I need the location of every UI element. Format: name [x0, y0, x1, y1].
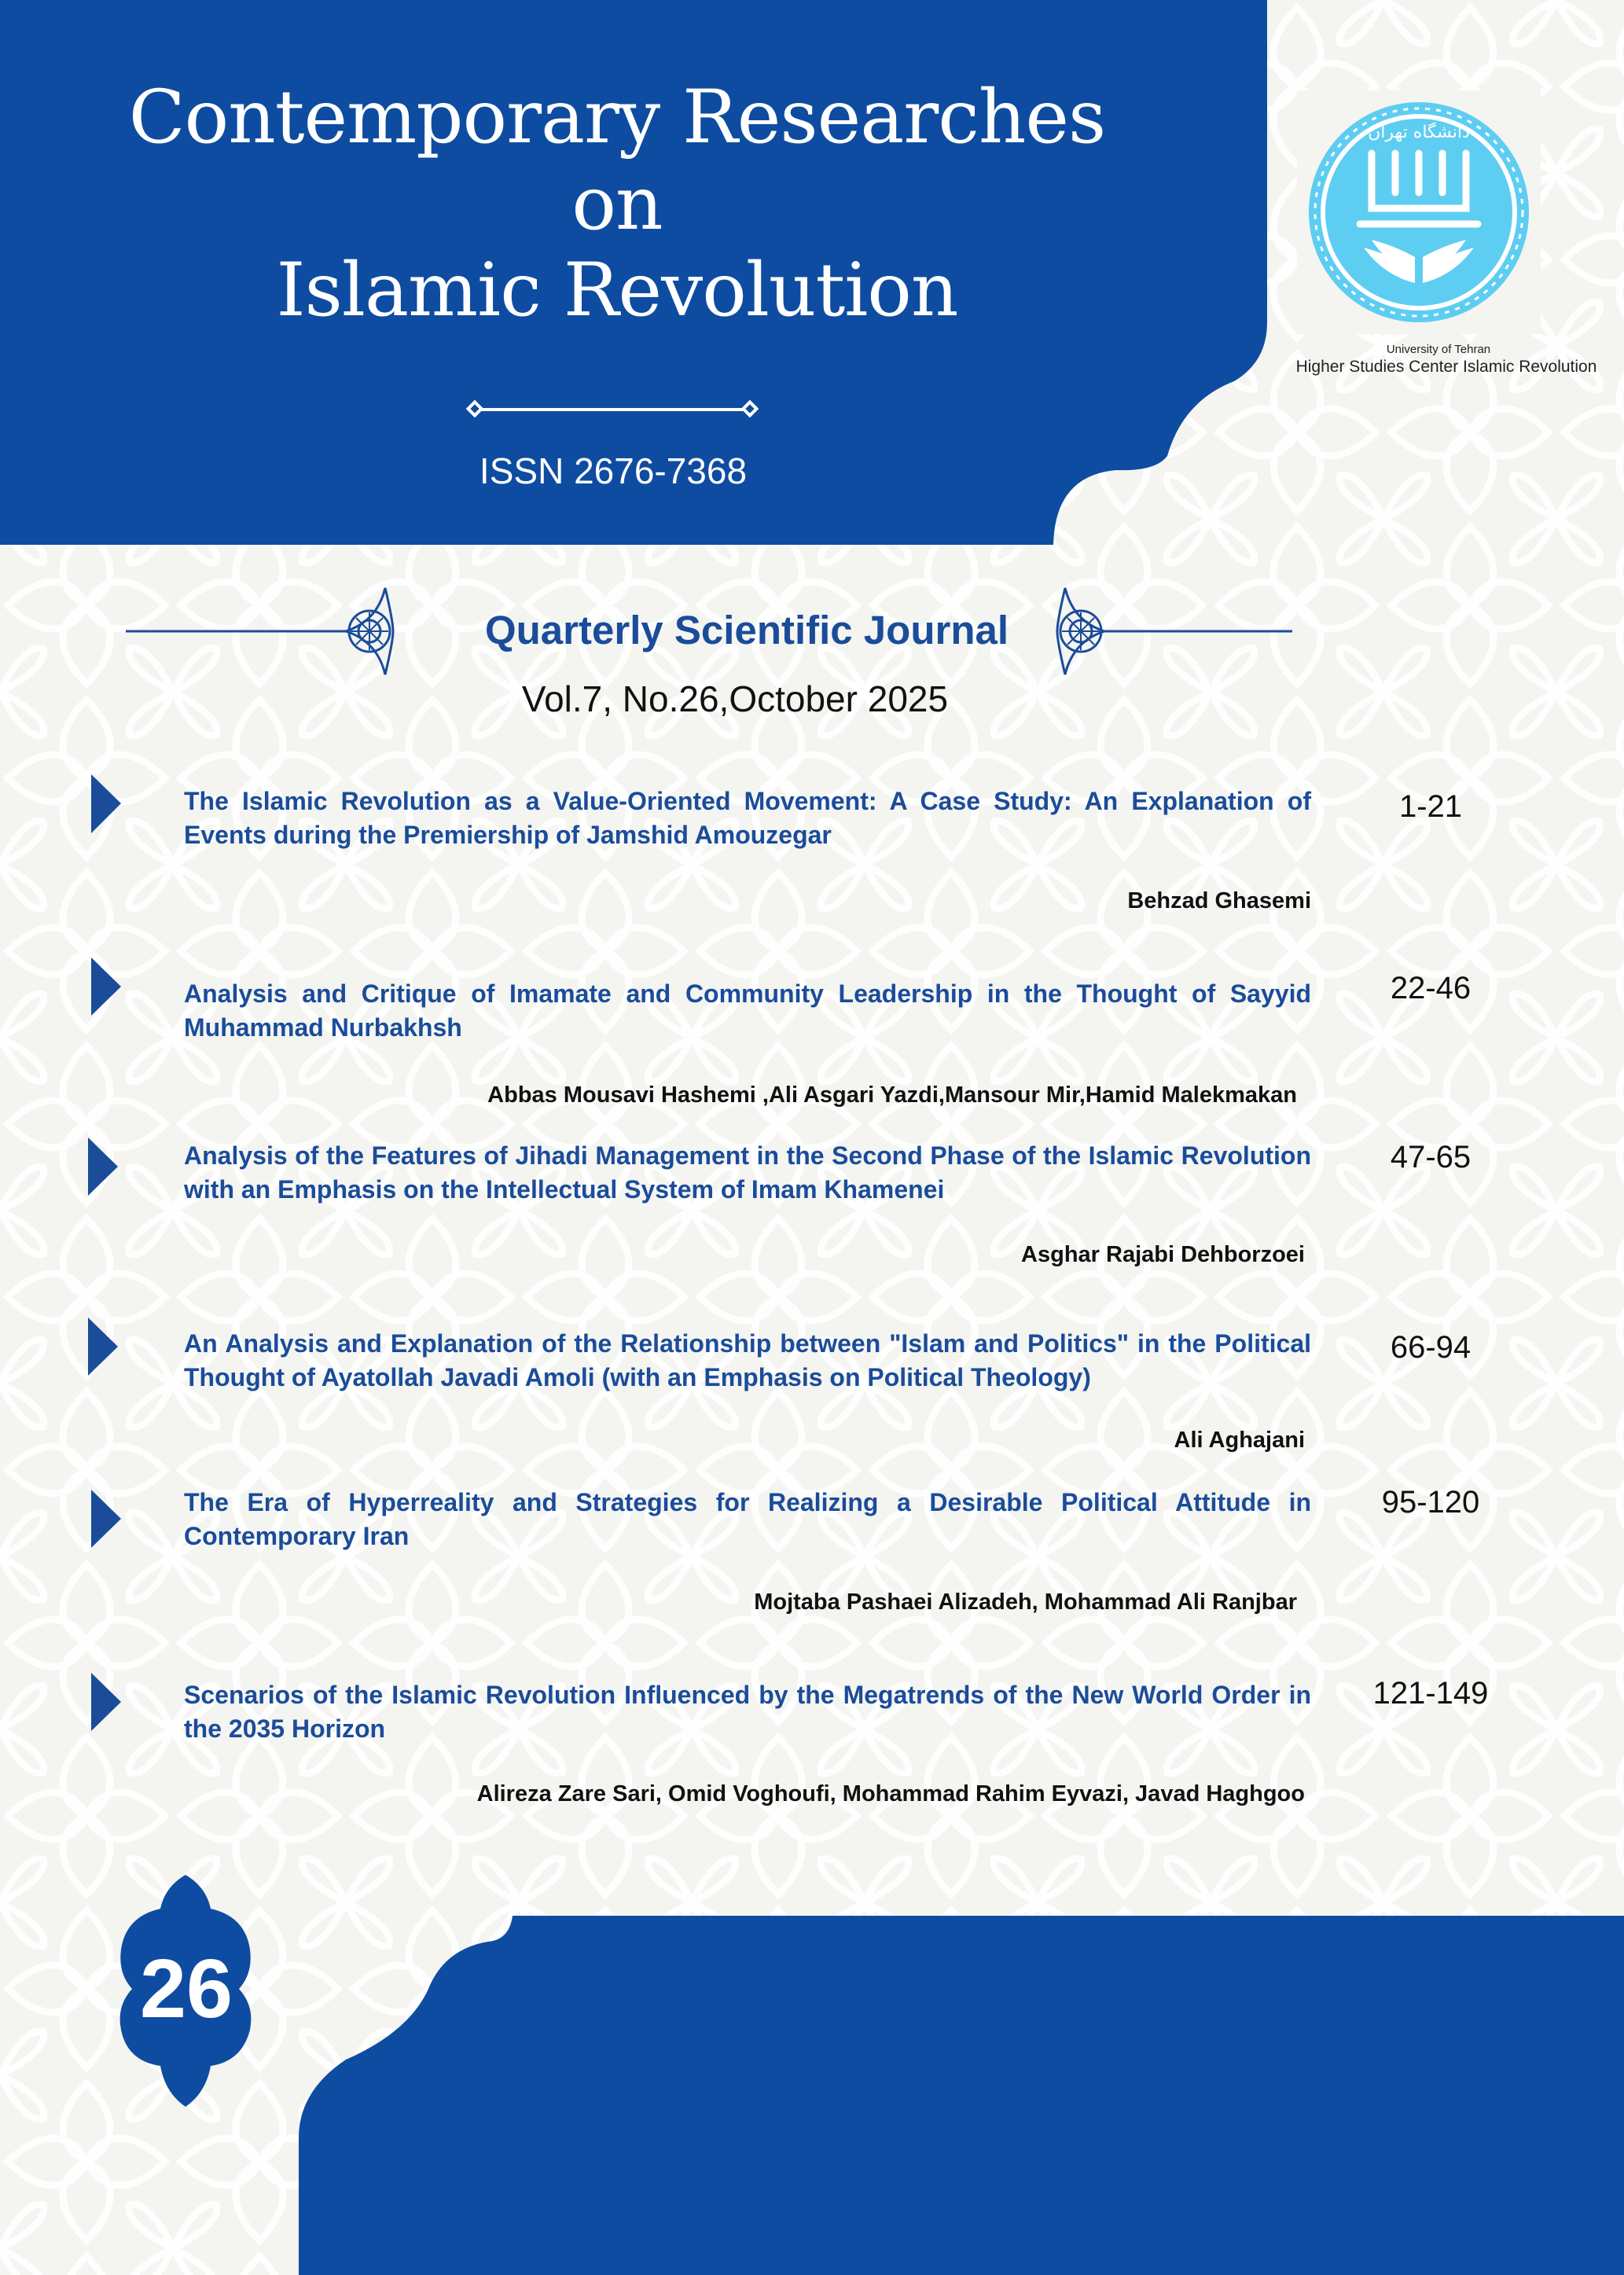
- journal-type: Quarterly Scientific Journal: [484, 608, 1009, 652]
- article-bullet-1: [91, 774, 121, 833]
- article-title: Analysis of the Features of Jihadi Management in the Second Phase of the Islamic Revolution with an Emphasis on the Intellectual System of Imam Khamenei: [184, 1141, 1311, 1204]
- article-bullets: [88, 774, 121, 1731]
- university-name: University of Tehran: [1386, 343, 1491, 356]
- article-pages: 121-149: [1372, 1676, 1489, 1711]
- article-bullet-5: [91, 1490, 121, 1548]
- journal-title-line-1: Contemporary Researches: [128, 75, 1106, 160]
- journal-type-ornament-left: [126, 588, 393, 674]
- article-authors: Mojtaba Pashaei Alizadeh, Mohammad Ali Ranjbar: [754, 1590, 1297, 1615]
- issn: ISSN 2676-7368: [479, 450, 748, 491]
- article-pages: 47-65: [1390, 1140, 1472, 1174]
- article-bullet-4: [88, 1318, 118, 1376]
- article-bullet-2: [91, 957, 121, 1016]
- footer-band: [299, 1916, 1624, 2275]
- article-pages: 95-120: [1381, 1485, 1480, 1520]
- article-title: Scenarios of the Islamic Revolution Influenced by the Megatrends of the New World Order in the 2035 Horizon: [184, 1681, 1311, 1743]
- university-logo: [1297, 90, 1541, 334]
- article-authors: Abbas Mousavi Hashemi ,Ali Asgari Yazdi,Mansour Mir,Hamid Malekmakan: [487, 1082, 1297, 1108]
- journal-title-line-2: on: [571, 161, 663, 247]
- article-bullet-6: [91, 1673, 121, 1731]
- article-pages: 1-21: [1398, 789, 1463, 824]
- journal-title-line-3: Islamic Revolution: [276, 248, 958, 333]
- article-authors: Alireza Zare Sari, Omid Voghoufi, Mohammad Rahim Eyvazi, Javad Haghgoo: [476, 1781, 1305, 1806]
- journal-title: [126, 75, 1108, 334]
- journal-type-ornament-right: [1057, 588, 1292, 674]
- article-pages: 22-46: [1390, 971, 1472, 1005]
- article-title: The Islamic Revolution as a Value-Oriented Movement: A Case Study: An Explanation of Events during the Premiership of Jamshid Amouzegar: [184, 787, 1311, 849]
- svg-text:دانشگاه تهران: دانشگاه تهران: [1368, 123, 1470, 142]
- article-pages: 66-94: [1390, 1330, 1472, 1365]
- article-title: Analysis and Critique of Imamate and Community Leadership in the Thought of Sayyid Muhammad Nurbakhsh: [184, 979, 1311, 1042]
- volume-issue: Vol.7, No.26,October 2025: [521, 678, 949, 719]
- article-bullet-3: [88, 1138, 118, 1196]
- article-title: An Analysis and Explanation of the Relationship between "Islam and Politics" in the Political Thought of Ayatollah Javadi Amoli (with an Emphasis on Political Theology): [184, 1329, 1311, 1391]
- article-authors: Ali Aghajani: [1174, 1428, 1305, 1453]
- article-authors: Asghar Rajabi Dehborzoei: [1021, 1242, 1305, 1267]
- center-name: Higher Studies Center Islamic Revolution: [1295, 358, 1597, 376]
- article-title: The Era of Hyperreality and Strategies for Realizing a Desirable Political Attitude in Contemporary Iran: [184, 1488, 1311, 1550]
- article-authors: Behzad Ghasemi: [1127, 888, 1311, 913]
- issue-number: 26: [140, 1942, 233, 2035]
